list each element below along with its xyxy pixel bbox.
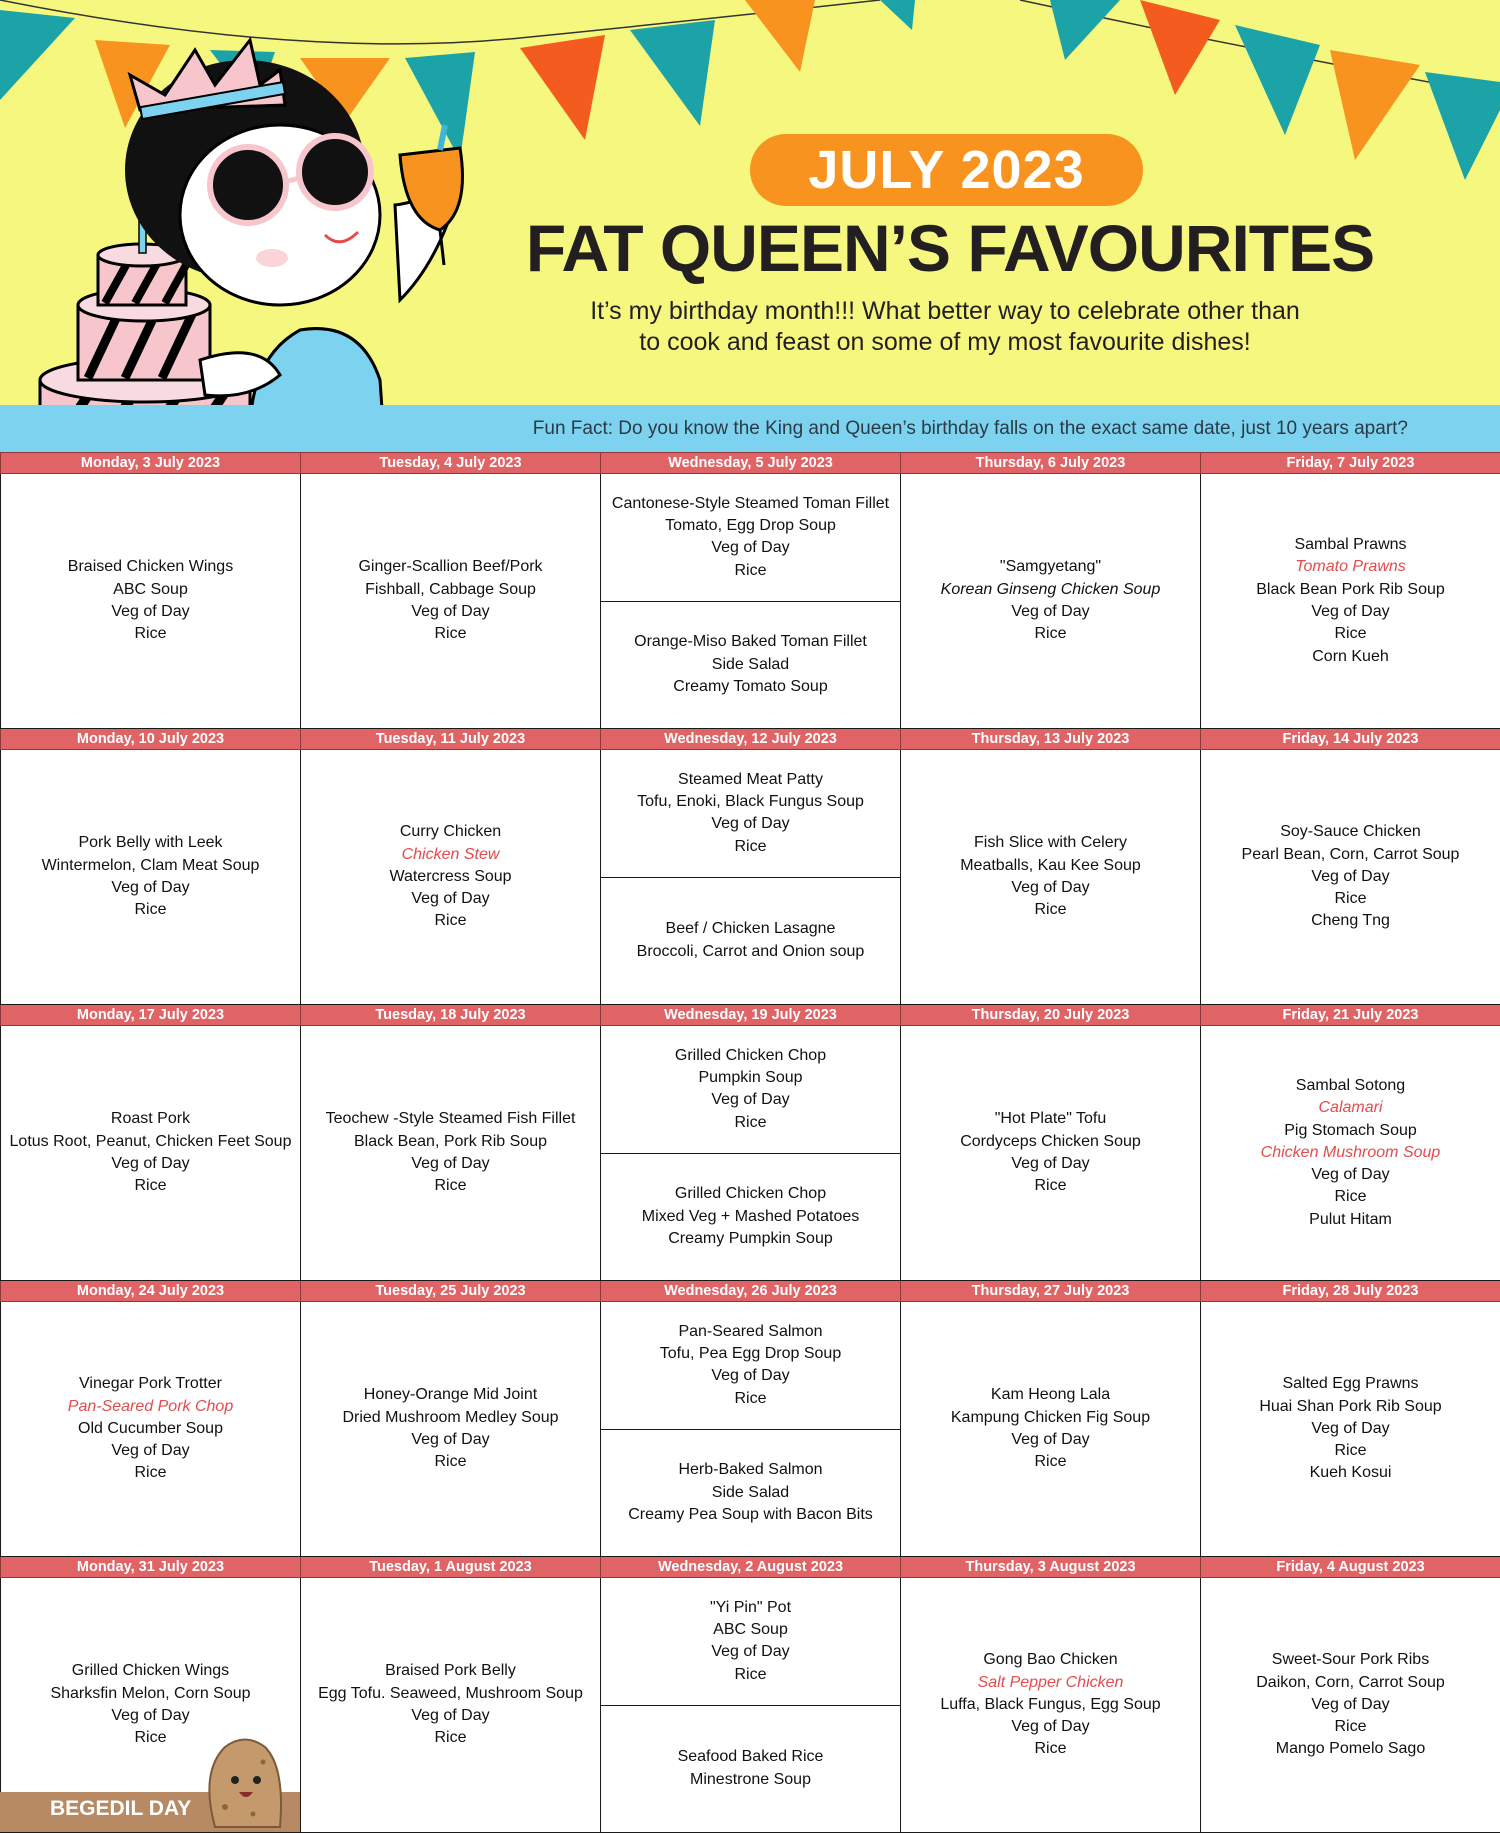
menu-item: Rice (734, 560, 766, 582)
day-date-header: Wednesday, 12 July 2023 (601, 729, 901, 750)
menu-item: Chicken Mushroom Soup (1201, 1142, 1500, 1164)
menu-item: Veg of Day (711, 537, 789, 559)
menu-item: Rice (734, 1664, 766, 1686)
menu-item: Kampung Chicken Fig Soup (901, 1407, 1200, 1429)
day-menu-cell (301, 750, 601, 1005)
menu-item: Veg of Day (1, 1153, 300, 1175)
day-menu-cell (1, 1026, 301, 1281)
menu-item: Pan-Seared Pork Chop (1, 1396, 300, 1418)
menu-option-b (601, 1430, 900, 1557)
menu-item: Mango Pomelo Sago (1201, 1738, 1500, 1760)
menu-item: Veg of Day (711, 1365, 789, 1387)
menu-item: Tofu, Pea Egg Drop Soup (660, 1343, 841, 1365)
menu-item: Rice (301, 1175, 600, 1197)
day-date-header: Tuesday, 11 July 2023 (301, 729, 601, 750)
day-date-header: Tuesday, 4 July 2023 (301, 453, 601, 474)
menu-item: Rice (1201, 1440, 1500, 1462)
menu-item: Sharksfin Melon, Corn Soup (1, 1683, 300, 1705)
menu-calendar (0, 452, 1500, 1833)
menu-option-b (601, 1706, 900, 1833)
menu-item: Ginger-Scallion Beef/Pork (301, 556, 600, 578)
menu-item: Pulut Hitam (1201, 1209, 1500, 1231)
menu-item: Rice (1201, 1716, 1500, 1738)
menu-item: Old Cucumber Soup (1, 1418, 300, 1440)
menu-item: Meatballs, Kau Kee Soup (901, 855, 1200, 877)
menu-item: ABC Soup (713, 1619, 788, 1641)
menu-item: Braised Chicken Wings (1, 556, 300, 578)
day-date-header: Thursday, 27 July 2023 (901, 1281, 1201, 1302)
page-title: FAT QUEEN’S FAVOURITES (500, 210, 1400, 286)
subtitle-line-2: to cook and feast on some of my most favourite dishes! (520, 327, 1370, 358)
menu-item: Pan-Seared Salmon (678, 1321, 822, 1343)
menu-item: Seafood Baked Rice (678, 1746, 824, 1768)
menu-item: Veg of Day (1201, 601, 1500, 623)
menu-item: Kueh Kosui (1201, 1462, 1500, 1484)
day-menu-cell (901, 750, 1201, 1005)
day-menu-cell (601, 1578, 901, 1833)
menu-item: Veg of Day (901, 1716, 1200, 1738)
menu-option-b (601, 878, 900, 1005)
menu-item: Cantonese-Style Steamed Toman Fillet (612, 493, 889, 515)
menu-item: Rice (301, 1727, 600, 1749)
fun-fact-text: Fun Fact: Do you know the King and Queen’s birthday falls on the exact same date, just 10 years apart? (533, 405, 1408, 452)
menu-item: Veg of Day (301, 1429, 600, 1451)
menu-item: Huai Shan Pork Rib Soup (1201, 1396, 1500, 1418)
menu-item: Dried Mushroom Medley Soup (301, 1407, 600, 1429)
menu-item: Veg of Day (1201, 1164, 1500, 1186)
menu-item: Veg of Day (1, 1440, 300, 1462)
day-menu-cell (601, 750, 901, 1005)
menu-item: Veg of Day (711, 1089, 789, 1111)
week-menu-row (1, 750, 1500, 1005)
week-date-header-row (1, 1557, 1500, 1578)
menu-item: Grilled Chicken Chop (675, 1183, 826, 1205)
day-date-header: Friday, 4 August 2023 (1201, 1557, 1500, 1578)
menu-item: Rice (301, 623, 600, 645)
menu-item: Herb-Baked Salmon (678, 1459, 822, 1481)
day-date-header: Wednesday, 2 August 2023 (601, 1557, 901, 1578)
menu-item: Veg of Day (1, 877, 300, 899)
day-menu-cell (1201, 1578, 1500, 1833)
menu-item: Veg of Day (1, 1705, 300, 1727)
menu-item: Creamy Pumpkin Soup (668, 1228, 833, 1250)
menu-option-b (601, 602, 900, 729)
menu-item: Braised Pork Belly (301, 1660, 600, 1682)
page-subtitle (520, 296, 1370, 358)
menu-item: Creamy Pea Soup with Bacon Bits (628, 1504, 873, 1526)
menu-item: Rice (1201, 888, 1500, 910)
menu-item: Rice (301, 1451, 600, 1473)
menu-item: Veg of Day (1201, 1694, 1500, 1716)
menu-option-a (601, 1578, 900, 1706)
week-menu-row (1, 1026, 1500, 1281)
menu-item: Sambal Prawns (1201, 534, 1500, 556)
menu-options-split (601, 1302, 900, 1556)
menu-item: Pearl Bean, Corn, Carrot Soup (1201, 844, 1500, 866)
day-menu-cell (1, 750, 301, 1005)
day-date-header: Friday, 7 July 2023 (1201, 453, 1500, 474)
week-date-header-row (1, 729, 1500, 750)
day-date-header: Thursday, 13 July 2023 (901, 729, 1201, 750)
menu-item: Veg of Day (1, 601, 300, 623)
menu-item: Tofu, Enoki, Black Fungus Soup (637, 791, 864, 813)
menu-item: "Yi Pin" Pot (710, 1597, 791, 1619)
menu-options-split (601, 1578, 900, 1832)
week-menu-row (1, 1302, 1500, 1557)
day-menu-cell (901, 474, 1201, 729)
menu-item: Vinegar Pork Trotter (1, 1373, 300, 1395)
menu-item: Rice (301, 910, 600, 932)
menu-item: Soy-Sauce Chicken (1201, 821, 1500, 843)
menu-item: Tomato, Egg Drop Soup (665, 515, 836, 537)
menu-item: Mixed Veg + Mashed Potatoes (642, 1206, 859, 1228)
day-menu-cell (1201, 750, 1500, 1005)
menu-option-a (601, 1302, 900, 1430)
menu-item: Rice (901, 899, 1200, 921)
menu-item: Veg of Day (901, 877, 1200, 899)
menu-item: Rice (1, 1462, 300, 1484)
menu-item: Egg Tofu. Seaweed, Mushroom Soup (301, 1683, 600, 1705)
menu-item: Luffa, Black Fungus, Egg Soup (901, 1694, 1200, 1716)
day-date-header: Thursday, 20 July 2023 (901, 1005, 1201, 1026)
menu-item: Rice (734, 1112, 766, 1134)
day-menu-cell (901, 1302, 1201, 1557)
menu-item: Veg of Day (901, 1153, 1200, 1175)
menu-item: Cheng Tng (1201, 910, 1500, 932)
menu-item: Corn Kueh (1201, 646, 1500, 668)
day-menu-cell (301, 474, 601, 729)
day-menu-cell (1201, 1302, 1500, 1557)
menu-item: Broccoli, Carrot and Onion soup (637, 941, 865, 963)
menu-item: Black Bean, Pork Rib Soup (301, 1131, 600, 1153)
menu-item: Sweet-Sour Pork Ribs (1201, 1649, 1500, 1671)
menu-item: Salted Egg Prawns (1201, 1373, 1500, 1395)
menu-item: Watercress Soup (301, 866, 600, 888)
menu-item: Creamy Tomato Soup (673, 676, 827, 698)
day-date-header: Monday, 24 July 2023 (1, 1281, 301, 1302)
subtitle-line-1: It’s my birthday month!!! What better way to celebrate other than (520, 296, 1370, 327)
menu-item: Rice (901, 623, 1200, 645)
day-date-header: Monday, 10 July 2023 (1, 729, 301, 750)
menu-item: Salt Pepper Chicken (901, 1672, 1200, 1694)
menu-item: Tomato Prawns (1201, 556, 1500, 578)
day-menu-cell (1201, 1026, 1500, 1281)
day-menu-cell (301, 1026, 601, 1281)
menu-item: Grilled Chicken Chop (675, 1045, 826, 1067)
menu-options-split (601, 750, 900, 1004)
menu-item: Fishball, Cabbage Soup (301, 579, 600, 601)
menu-item: Side Salad (712, 654, 789, 676)
day-menu-cell (901, 1026, 1201, 1281)
week-date-header-row (1, 1281, 1500, 1302)
menu-item: Side Salad (712, 1482, 789, 1504)
menu-item: Pumpkin Soup (698, 1067, 802, 1089)
day-menu-cell (1201, 474, 1500, 729)
day-menu-cell (601, 474, 901, 729)
menu-item: Orange-Miso Baked Toman Fillet (634, 631, 867, 653)
menu-item: Rice (1201, 1186, 1500, 1208)
menu-item: Veg of Day (301, 888, 600, 910)
week-date-header-row (1, 1005, 1500, 1026)
menu-item: Wintermelon, Clam Meat Soup (1, 855, 300, 877)
menu-item: Cordyceps Chicken Soup (901, 1131, 1200, 1153)
menu-item: Rice (1, 1175, 300, 1197)
menu-item: Chicken Stew (301, 844, 600, 866)
menu-item: Teochew -Style Steamed Fish Fillet (301, 1108, 600, 1130)
menu-item: Veg of Day (901, 601, 1200, 623)
menu-item: Calamari (1201, 1097, 1500, 1119)
day-date-header: Friday, 14 July 2023 (1201, 729, 1500, 750)
day-date-header: Wednesday, 5 July 2023 (601, 453, 901, 474)
day-menu-cell (1, 1302, 301, 1557)
menu-item: Pig Stomach Soup (1201, 1120, 1500, 1142)
menu-item: Rice (1, 623, 300, 645)
day-date-header: Wednesday, 26 July 2023 (601, 1281, 901, 1302)
day-menu-cell (601, 1026, 901, 1281)
menu-item: Rice (901, 1175, 1200, 1197)
menu-item: Beef / Chicken Lasagne (666, 918, 836, 940)
menu-item: Veg of Day (1201, 866, 1500, 888)
menu-item: Roast Pork (1, 1108, 300, 1130)
day-date-header: Friday, 21 July 2023 (1201, 1005, 1500, 1026)
menu-option-a (601, 750, 900, 878)
menu-item: Rice (1201, 623, 1500, 645)
day-date-header: Tuesday, 18 July 2023 (301, 1005, 601, 1026)
menu-item: Rice (734, 1388, 766, 1410)
day-date-header: Friday, 28 July 2023 (1201, 1281, 1500, 1302)
menu-item: "Hot Plate" Tofu (901, 1108, 1200, 1130)
menu-item: Rice (734, 836, 766, 858)
day-menu-cell (901, 1578, 1201, 1833)
menu-item: Rice (1, 899, 300, 921)
menu-item: Black Bean Pork Rib Soup (1201, 579, 1500, 601)
menu-item: Korean Ginseng Chicken Soup (901, 579, 1200, 601)
menu-item: Sambal Sotong (1201, 1075, 1500, 1097)
day-date-header: Monday, 3 July 2023 (1, 453, 301, 474)
menu-options-split (601, 1026, 900, 1280)
menu-item: Minestrone Soup (690, 1769, 811, 1791)
menu-item: Fish Slice with Celery (901, 832, 1200, 854)
day-date-header: Wednesday, 19 July 2023 (601, 1005, 901, 1026)
menu-item: Rice (901, 1738, 1200, 1760)
begedil-day-label: BEGEDIL DAY (50, 1797, 191, 1821)
menu-item: Veg of Day (1201, 1418, 1500, 1440)
menu-item: ABC Soup (1, 579, 300, 601)
menu-item: Gong Bao Chicken (901, 1649, 1200, 1671)
menu-item: Daikon, Corn, Carrot Soup (1201, 1672, 1500, 1694)
menu-item: Pork Belly with Leek (1, 832, 300, 854)
menu-item: Rice (901, 1451, 1200, 1473)
menu-item: Kam Heong Lala (901, 1384, 1200, 1406)
day-menu-cell (301, 1302, 601, 1557)
menu-item: Veg of Day (711, 1641, 789, 1663)
day-menu-cell (601, 1302, 901, 1557)
header-banner (0, 0, 1500, 452)
menu-item: Veg of Day (301, 601, 600, 623)
menu-item: Lotus Root, Peanut, Chicken Feet Soup (1, 1131, 300, 1153)
menu-option-a (601, 1026, 900, 1154)
menu-option-a (601, 474, 900, 602)
menu-item: Curry Chicken (301, 821, 600, 843)
menu-item: Veg of Day (711, 813, 789, 835)
menu-item: Rice (1, 1727, 300, 1749)
day-menu-cell (1, 474, 301, 729)
menu-options-split (601, 474, 900, 728)
menu-item: Veg of Day (301, 1153, 600, 1175)
menu-item: Veg of Day (901, 1429, 1200, 1451)
day-date-header: Tuesday, 25 July 2023 (301, 1281, 601, 1302)
day-date-header: Tuesday, 1 August 2023 (301, 1557, 601, 1578)
menu-item: "Samgyetang" (901, 556, 1200, 578)
menu-item: Steamed Meat Patty (678, 769, 823, 791)
potato-mascot-icon (195, 1732, 290, 1832)
week-menu-row (1, 474, 1500, 729)
week-date-header-row (1, 453, 1500, 474)
fat-queen-mascot-illustration (0, 0, 480, 452)
day-date-header: Thursday, 3 August 2023 (901, 1557, 1201, 1578)
menu-item: Veg of Day (301, 1705, 600, 1727)
day-date-header: Thursday, 6 July 2023 (901, 453, 1201, 474)
day-date-header: Monday, 17 July 2023 (1, 1005, 301, 1026)
menu-option-b (601, 1154, 900, 1281)
day-date-header: Monday, 31 July 2023 (1, 1557, 301, 1578)
menu-item: Grilled Chicken Wings (1, 1660, 300, 1682)
menu-item: Honey-Orange Mid Joint (301, 1384, 600, 1406)
day-menu-cell (301, 1578, 601, 1833)
month-title-pill: JULY 2023 (750, 134, 1143, 206)
